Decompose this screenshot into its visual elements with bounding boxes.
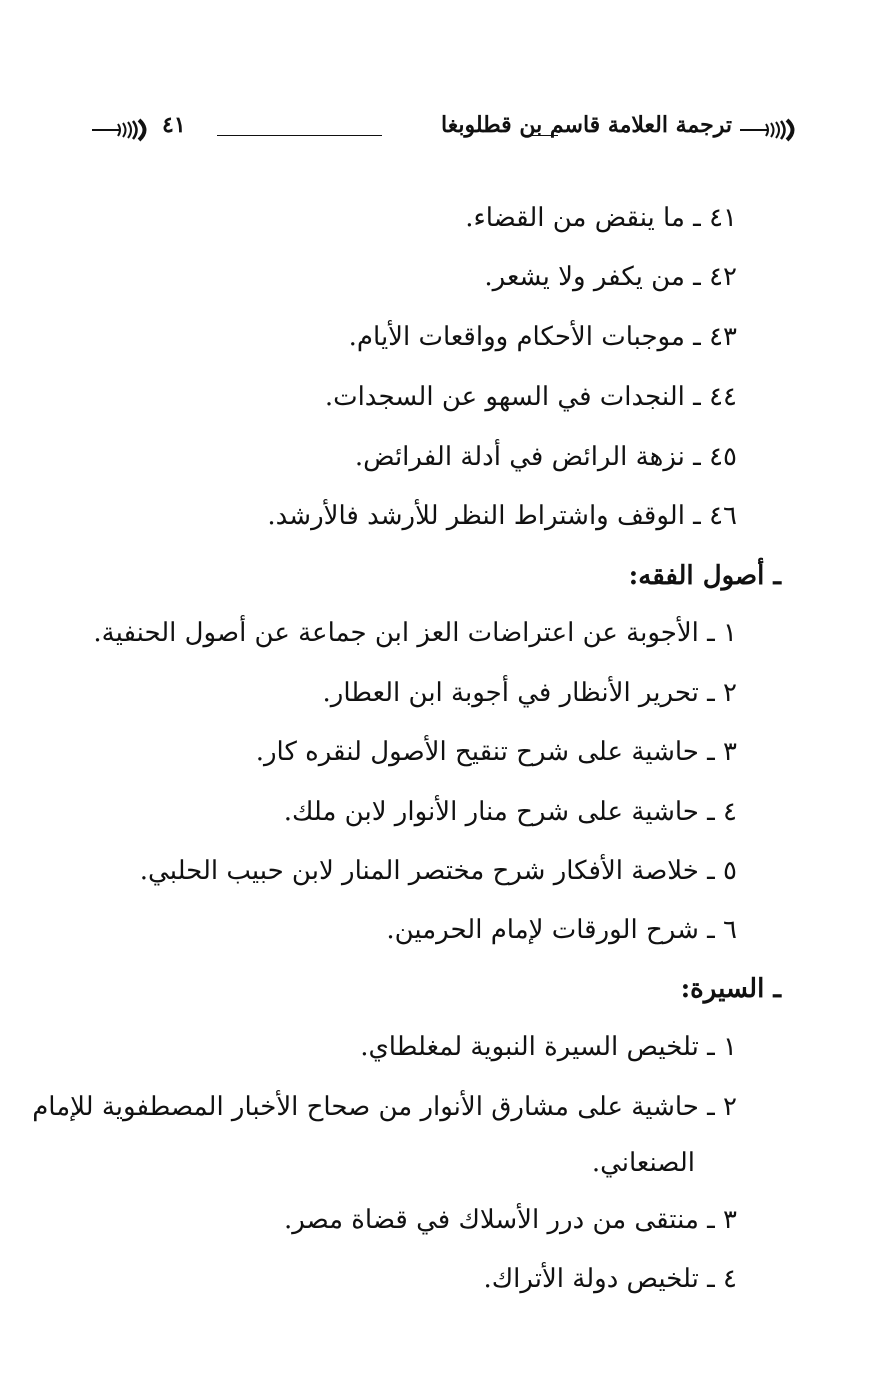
list-item: ٤٥ ـ نزهة الرائض في أدلة الفرائض. (354, 442, 737, 472)
running-title: ترجمة العلامة قاسم بن قطلوبغا (441, 112, 732, 138)
ornament-icon (92, 118, 162, 142)
list-item: ٤١ ـ ما ينقض من القضاء. (465, 203, 737, 233)
list-item: ٢ ـ حاشية على مشارق الأنوار من صحاح الأخبار المصطفوية للإمام (32, 1092, 737, 1122)
list-item: ٣ ـ حاشية على شرح تنقيح الأصول لنقره كار. (255, 737, 737, 767)
list-item: ١ ـ الأجوبة عن اعتراضات العز ابن جماعة عن أصول الحنفية. (93, 618, 737, 648)
list-item: ٤٣ ـ موجبات الأحكام وواقعات الأيام. (348, 322, 737, 352)
page-number: ٤١ (162, 112, 186, 138)
list-item: ٦ ـ شرح الورقات لإمام الحرمين. (386, 915, 737, 945)
list-item: ٤٢ ـ من يكفر ولا يشعر. (484, 262, 737, 292)
list-item: ٤ ـ حاشية على شرح منار الأنوار لابن ملك. (283, 797, 737, 827)
list-item: ٢ ـ تحرير الأنظار في أجوبة ابن العطار. (322, 678, 737, 708)
list-item: ٣ ـ منتقى من درر الأسلاك في قضاة مصر. (283, 1205, 737, 1235)
header-rule (217, 135, 382, 136)
ornament-icon (740, 118, 810, 142)
list-item: ٤٦ ـ الوقف واشتراط النظر للأرشد فالأرشد. (267, 501, 737, 531)
list-item-continuation: الصنعاني. (591, 1148, 695, 1178)
section-heading: ـ السيرة: (680, 974, 781, 1004)
header-rule (532, 135, 558, 136)
list-item: ٤٤ ـ النجدات في السهو عن السجدات. (324, 382, 737, 412)
list-item: ٤ ـ تلخيص دولة الأتراك. (483, 1264, 737, 1294)
section-heading: ـ أصول الفقه: (628, 561, 781, 591)
running-header (92, 108, 810, 152)
list-item: ١ ـ تلخيص السيرة النبوية لمغلطاي. (360, 1032, 737, 1062)
list-item: ٥ ـ خلاصة الأفكار شرح مختصر المنار لابن حبيب الحلبي. (139, 856, 737, 886)
